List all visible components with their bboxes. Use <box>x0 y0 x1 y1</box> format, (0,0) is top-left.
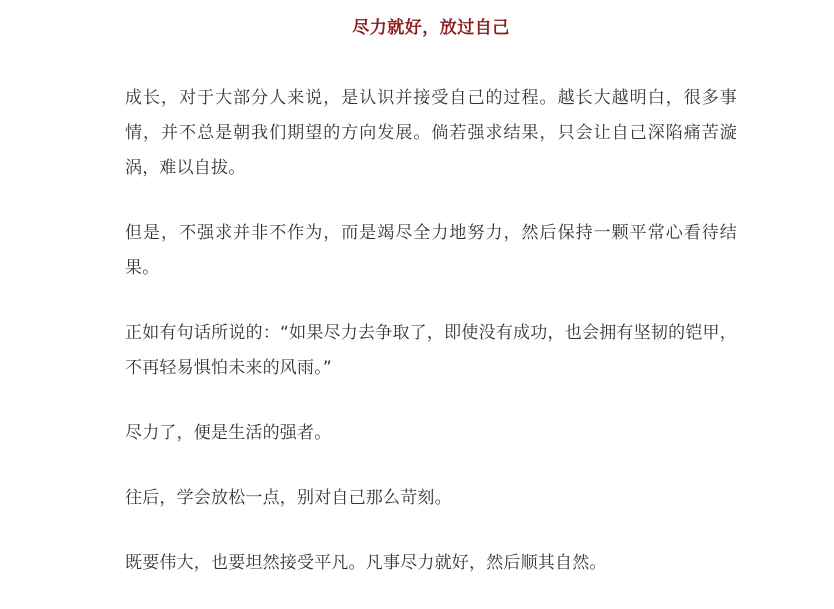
article <box>125 0 737 581</box>
paragraph-1: 成长，对于大部分人来说，是认识并接受自己的过程。越长大越明白，很多事情，并不总是朝我们期望的方向发展。倘若强求结果，只会让自己深陷痛苦漩涡，难以自拔。 <box>125 88 737 178</box>
paragraph-6: 既要伟大，也要坦然接受平凡。凡事尽力就好，然后顺其自然。 <box>125 553 607 573</box>
paragraph-3: 正如有句话所说的：“如果尽力去争取了，即使没有成功，也会拥有坚韧的铠甲，不再轻易惧怕未来的风雨。” <box>125 323 737 378</box>
article-title: 尽力就好，放过自己 <box>352 18 510 38</box>
paragraph-4: 尽力了，便是生活的强者。 <box>125 423 332 443</box>
paragraph-2: 但是，不强求并非不作为，而是竭尽全力地努力，然后保持一颗平常心看待结果。 <box>125 223 737 278</box>
paragraph-5: 往后，学会放松一点，别对自己那么苛刻。 <box>125 488 452 508</box>
